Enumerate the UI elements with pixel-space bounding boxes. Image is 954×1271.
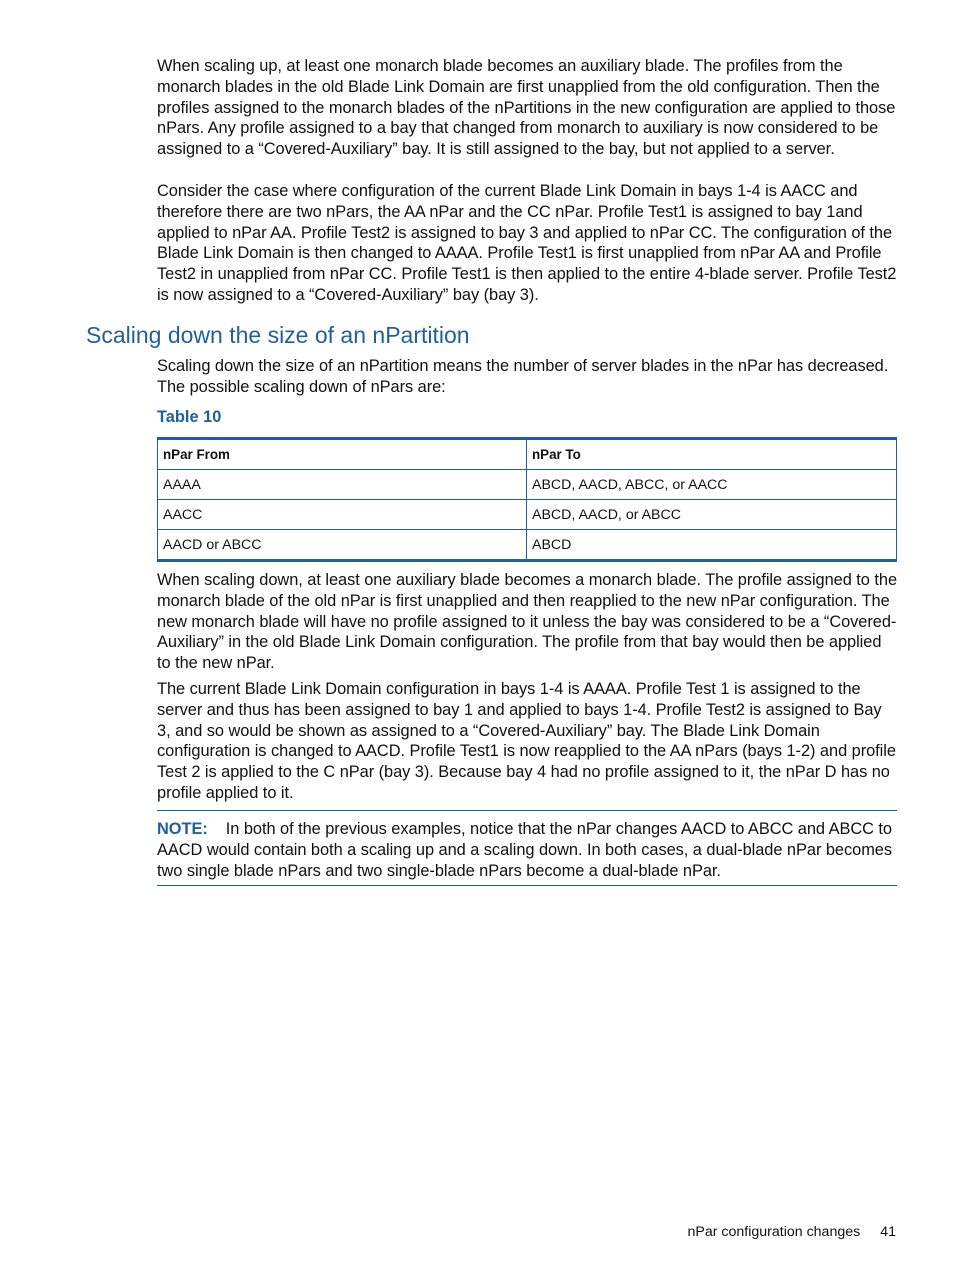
section-heading: Scaling down the size of an nPartition bbox=[86, 322, 470, 348]
table-header-npar-to: nPar To bbox=[527, 439, 897, 470]
table-cell: AACD or ABCC bbox=[158, 530, 527, 561]
table-row bbox=[158, 470, 897, 500]
table-header-row bbox=[158, 439, 897, 470]
paragraph-scaling-down-example: The current Blade Link Domain configuration in bays 1-4 is AAAA. Profile Test 1 is assigned to the server and thus has been assigned to bay 1 and applied to bays 1-4. Profile Test2 is assigned to Bay 3, and so would be shown as assigned to a “Covered-Auxiliary” bay. The Blade Link Domain configuration is changed to AACD. Profile Test1 is now reapplied to the AA nPars (bays 1-2) and profile Test 2 is applied to the C nPar (bay 3). Because bay 4 had no profile assigned to it, the nPar D has no profile applied to it. bbox=[157, 680, 896, 802]
page-footer bbox=[687, 1223, 896, 1241]
footer-section-title: nPar configuration changes bbox=[687, 1224, 861, 1240]
table-cell: AACC bbox=[158, 500, 527, 530]
note-paragraph bbox=[157, 819, 897, 881]
table-caption: Table 10 bbox=[157, 408, 222, 426]
paragraph-scaling-down-intro: Scaling down the size of an nPartition means the number of server blades in the nPar has decreased. The possible scaling down of nPars are: bbox=[157, 357, 889, 396]
table-cell: ABCD, AACD, or ABCC bbox=[527, 500, 897, 530]
paragraph-scaling-up-example: Consider the case where configuration of the current Blade Link Domain in bays 1-4 is AACC and therefore there are two nPars, the AA nPar and the CC nPar. Profile Test1 is assigned to bay 1and applied to nPar AA. Profile Test2 is assigned to bay 3 and applied to nPar CC. The configuration of the Blade Link Domain is then changed to AAAA. Profile Test1 is first unapplied from nPar AA and Profile Test2 in unapplied from nPar CC. Profile Test1 is then applied to the entire 4-blade server. Profile Test2 is now assigned to a “Covered-Auxiliary” bay (bay 3). bbox=[157, 182, 897, 304]
note-box bbox=[157, 810, 897, 886]
note-text: In both of the previous examples, notice that the nPar changes AACD to ABCC and ABCC to AACD would contain both a scaling up and a scaling down. In both cases, a dual-blade nPar becomes two single blade nPars and two single-blade nPars become a dual-blade nPar. bbox=[157, 820, 893, 880]
note-label: NOTE: bbox=[157, 820, 208, 838]
page-number: 41 bbox=[880, 1224, 896, 1240]
table-cell: ABCD bbox=[527, 530, 897, 561]
table-cell: AAAA bbox=[158, 470, 527, 500]
npar-scaling-table bbox=[157, 437, 897, 562]
table-row bbox=[158, 500, 897, 530]
table-header-npar-from: nPar From bbox=[158, 439, 527, 470]
paragraph-scaling-up: When scaling up, at least one monarch blade becomes an auxiliary blade. The profiles from the monarch blades in the old Blade Link Domain are first unapplied from the old configuration. Then the profiles assigned to the monarch blades of the nPartitions in the new configuration are applied to those nPars. Any profile assigned to a bay that changed from monarch to auxiliary is now considered to be assigned to a “Covered-Auxiliary” bay. It is still assigned to the bay, but not applied to a server. bbox=[157, 57, 896, 159]
paragraph-scaling-down: When scaling down, at least one auxiliary blade becomes a monarch blade. The profile assigned to the monarch blade of the old nPar is first unapplied and then reapplied to the new nPar configuration. The new monarch blade will have no profile assigned to it unless the bay was considered to be a “Covered-Auxiliary” in the old Blade Link Domain configuration. The profile from that bay would then be applied to the new nPar. bbox=[157, 571, 898, 673]
table-row bbox=[158, 530, 897, 561]
table-cell: ABCD, AACD, ABCC, or AACC bbox=[527, 470, 897, 500]
